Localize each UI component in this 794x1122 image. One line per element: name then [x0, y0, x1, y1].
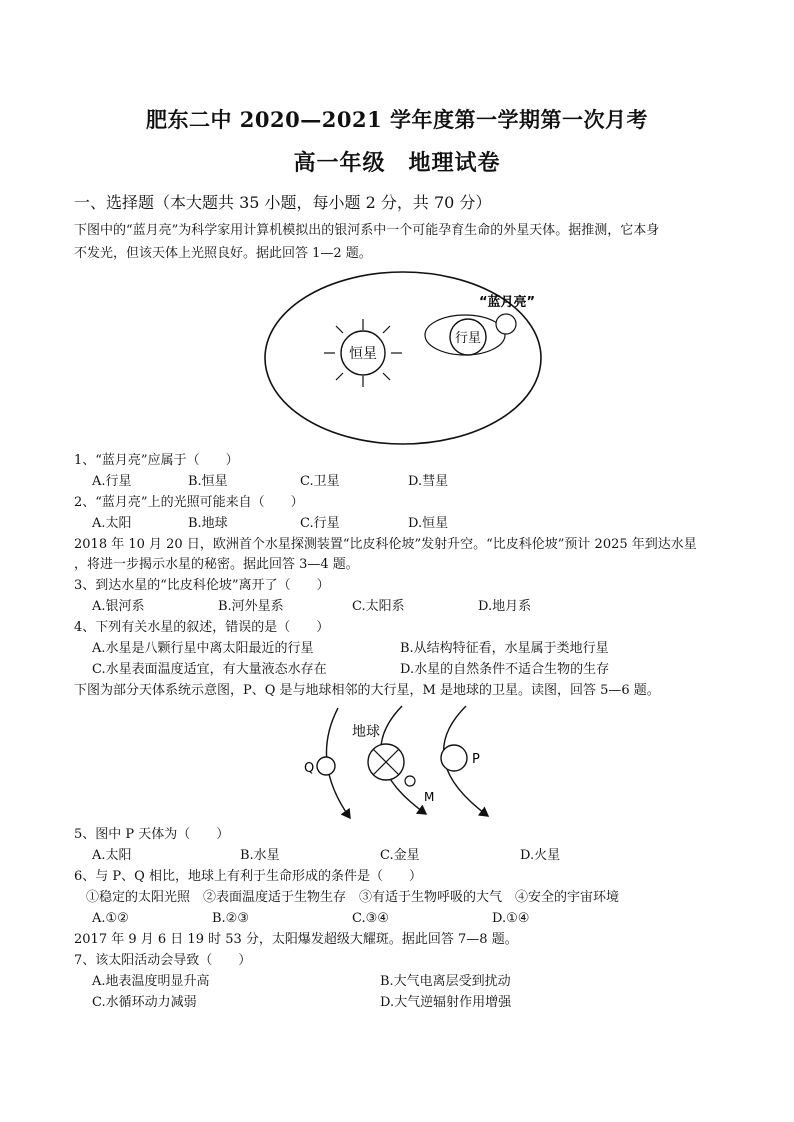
earth-label: 地球 — [352, 724, 380, 740]
q5-option-d: D.火星 — [520, 848, 561, 863]
q3-option-a: A.银河系 — [92, 599, 145, 614]
q3-option-d: D.地月系 — [478, 599, 532, 614]
q6-option-c: C.③④ — [352, 911, 389, 926]
section-heading: 一、选择题（本大题共 35 小题，每小题 2 分，共 70 分） — [74, 193, 492, 212]
q2-option-d: D.恒星 — [408, 516, 449, 531]
q3-option-c: C.太阳系 — [352, 599, 405, 614]
q7-option-a: A.地表温度明显升高 — [92, 974, 210, 989]
q6-option-a: A.①② — [92, 911, 129, 926]
q7-stem: 7、该太阳活动会导致（ ） — [74, 953, 252, 968]
q1-stem: 1、“蓝月亮”应属于（ ） — [74, 453, 239, 468]
planet-q-circle — [317, 757, 335, 775]
q7-option-c: C.水循环动力减弱 — [92, 995, 197, 1010]
q6-option-b: B.②③ — [212, 911, 249, 926]
q2-option-c: C.行星 — [300, 516, 340, 531]
q1-option-b: B.恒星 — [188, 474, 228, 489]
q5-option-c: C.金星 — [380, 848, 420, 863]
exam-subtitle: 高一年级 地理试卷 — [293, 150, 501, 176]
star-label: 恒星 — [349, 346, 377, 362]
q1-option-c: C.卫星 — [300, 474, 340, 489]
q4-option-d: D.水星的自然条件不适合生物的生存 — [400, 662, 610, 677]
intro4-line1: 2017 年 9 月 6 日 19 时 53 分，太阳爆发超级大耀斑。据此回答 7—8 题。 — [74, 932, 518, 947]
q4-option-c: C.水星表面温度适宜，有大量液态水存在 — [92, 662, 327, 677]
intro1-line1: 下图中的“蓝月亮”为科学家用计算机模拟出的银河系中一个可能孕育生命的外星天体。据推测，它本身 — [74, 223, 660, 238]
q4-option-b: B.从结构特征看，水星属于类地行星 — [400, 641, 609, 656]
planet-p-label: P — [472, 752, 480, 767]
q2-option-b: B.地球 — [188, 516, 228, 531]
planet-label: 行星 — [454, 331, 482, 346]
q3-option-b: B.河外星系 — [218, 599, 284, 614]
q4-option-a: A.水星是八颗行星中离太阳最近的行星 — [92, 641, 314, 656]
intro2-line2: ，将进一步揭示水星的秘密。据此回答 3—4 题。 — [74, 557, 359, 572]
q6-option-d: D.①④ — [492, 911, 530, 926]
q2-stem: 2、“蓝月亮”上的光照可能来自（ ） — [74, 495, 304, 510]
moon-m-circle — [405, 776, 415, 786]
q6-conditions: ①稳定的太阳光照 ②表面温度适于生物生存 ③有适于生物呼吸的大气 ④安全的宇宙环境 — [86, 890, 620, 905]
q6-stem: 6、与 P、Q 相比，地球上有利于生命形成的条件是（ ） — [74, 869, 422, 884]
q3-stem: 3、到达水星的“比皮科伦坡”离开了（ ） — [74, 578, 330, 593]
q5-option-b: B.水星 — [240, 848, 280, 863]
exam-title: 肥东二中 2020—2021 学年度第一学期第一次月考 — [145, 107, 648, 132]
blue-moon-circle — [496, 314, 516, 334]
q5-option-a: A.太阳 — [92, 848, 132, 863]
q4-stem: 4、下列有关水星的叙述，错误的是（ ） — [74, 620, 330, 635]
q1-option-a: A.行星 — [92, 474, 132, 489]
planet-q-label: Q — [304, 761, 315, 776]
intro2-line1: 2018 年 10 月 20 日，欧洲首个水星探测装置“比皮科伦坡”发射升空。“比皮科伦坡”预计 2025 年到达水星 — [74, 537, 697, 552]
q1-option-d: D.彗星 — [408, 474, 449, 489]
q7-option-b: B.大气电离层受到扰动 — [380, 974, 511, 989]
q7-option-d: D.大气逆辐射作用增强 — [380, 995, 512, 1010]
intro3-line1: 下图为部分天体系统示意图，P、Q 是与地球相邻的大行星，M 是地球的卫星。读图，回答 5—6 题。 — [74, 683, 660, 698]
moon-m-label: M — [424, 790, 435, 804]
figure-planet-orbits — [290, 702, 510, 824]
q2-option-a: A.太阳 — [92, 516, 132, 531]
q5-stem: 5、图中 P 天体为（ ） — [74, 827, 230, 842]
planet-p-circle — [441, 745, 467, 771]
blue-moon-label: “蓝月亮” — [478, 295, 536, 310]
figure-star-system — [255, 268, 575, 448]
intro1-line2: 不发光，但该天体上光照良好。据此回答 1—2 题。 — [74, 246, 372, 261]
